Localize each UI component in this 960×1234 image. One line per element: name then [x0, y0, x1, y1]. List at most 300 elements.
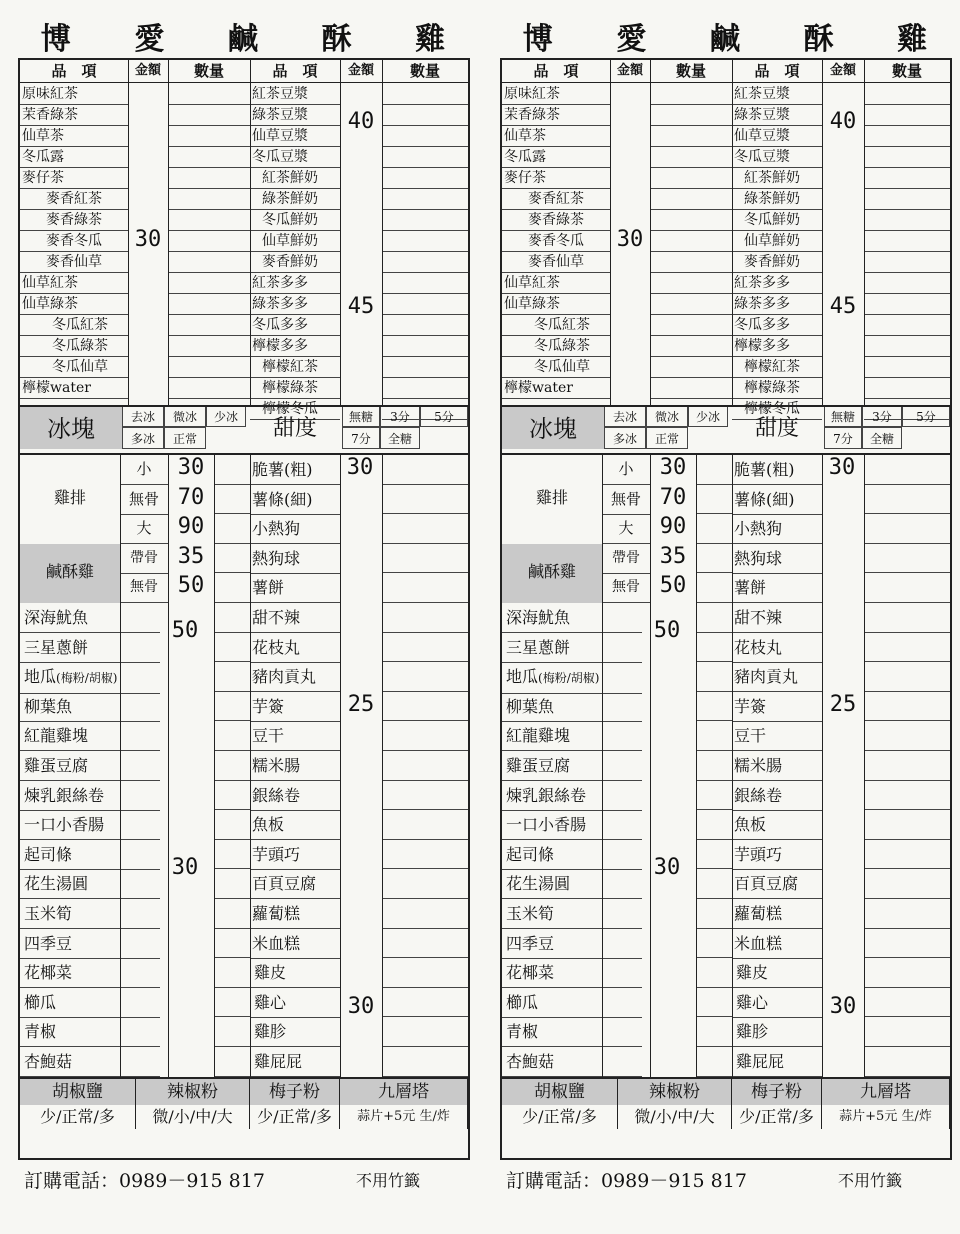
fried-qty-cell[interactable] — [696, 455, 732, 485]
fried-qty-cell[interactable] — [382, 662, 468, 692]
column-divider — [732, 455, 733, 1077]
drink-qty-cell[interactable] — [650, 231, 732, 252]
drink-item: 冬瓜仙草 — [20, 357, 128, 378]
drink-qty-cell[interactable] — [382, 357, 468, 378]
fried-qty-cell[interactable] — [214, 573, 250, 603]
fried-qty-cell[interactable] — [696, 662, 732, 692]
column-divider — [650, 60, 651, 405]
drink-price: 40 — [347, 109, 375, 134]
drink-qty-cell[interactable] — [650, 126, 732, 147]
fried-qty-cell[interactable] — [214, 781, 250, 811]
fried-item: 甜不辣 — [250, 603, 340, 633]
fried-qty-cell[interactable] — [864, 721, 950, 751]
sugar-option[interactable]: 3分 — [380, 405, 420, 427]
fried-item: 青椒 — [502, 1017, 642, 1047]
title-char: 雞 — [897, 22, 930, 57]
ice-option[interactable]: 微冰 — [646, 405, 688, 427]
fried-item: 魚板 — [732, 810, 822, 840]
sugar-option[interactable]: 全糖 — [380, 427, 420, 449]
drink-qty-cell[interactable] — [382, 147, 468, 168]
fried-qty-cell[interactable] — [864, 662, 950, 692]
fried-qty-cell[interactable] — [696, 633, 732, 663]
seasoning-label: 胡椒鹽 — [20, 1079, 136, 1105]
drink-qty-cell[interactable] — [650, 84, 732, 105]
drink-qty-cell[interactable] — [382, 126, 468, 147]
drink-item: 麥香紅茶 — [20, 189, 128, 210]
fried-qty-cell[interactable] — [214, 840, 250, 870]
drink-item: 紅茶多多 — [250, 273, 340, 294]
fried-item: 蘿蔔糕 — [732, 899, 822, 929]
salty-size: 無骨 — [602, 573, 650, 603]
column-divider — [250, 60, 251, 405]
drink-item: 紅茶鮮奶 — [732, 168, 822, 189]
fried-item: 紅龍雞塊 — [502, 721, 642, 751]
seasoning-options[interactable]: 微/小/中/大 — [618, 1105, 732, 1129]
drink-qty-cell[interactable] — [650, 210, 732, 231]
chicken-size: 無骨 — [120, 485, 168, 515]
fries-price: 30 — [346, 455, 374, 480]
fried-item: 煉乳銀絲卷 — [502, 781, 642, 811]
drink-item: 紅茶多多 — [732, 273, 822, 294]
fried-item: 米血糕 — [250, 929, 340, 959]
header-price-2: 金額 — [340, 60, 382, 83]
fried-item: 深海魷魚 — [502, 603, 642, 633]
drink-qty-cell[interactable] — [650, 357, 732, 378]
sugar-option[interactable]: 3分 — [862, 405, 902, 427]
fried-qty-cell[interactable] — [696, 810, 732, 840]
drink-item: 檸檬多多 — [250, 336, 340, 357]
fried-qty-cell[interactable] — [382, 840, 468, 870]
ice-option[interactable]: 去冰 — [604, 405, 646, 427]
fried-item: 起司條 — [502, 840, 642, 870]
fried-qty-cell[interactable] — [696, 958, 732, 988]
drink-qty-cell[interactable] — [168, 105, 250, 126]
drink-qty-cell[interactable] — [650, 147, 732, 168]
fried-item: 花生湯圓 — [20, 869, 160, 899]
ice-option[interactable]: 正常 — [646, 427, 688, 449]
drink-item: 冬瓜豆漿 — [732, 147, 822, 168]
drink-qty-cell[interactable] — [168, 84, 250, 105]
order-sheet-right — [492, 0, 960, 1234]
drink-qty-cell[interactable] — [864, 315, 950, 336]
fried-item: 糯米腸 — [250, 751, 340, 781]
header-qty: 數量 — [168, 60, 250, 83]
fried-item: 薯餅 — [250, 573, 340, 603]
fried-qty-cell[interactable] — [214, 869, 250, 899]
fried-qty-cell[interactable] — [382, 958, 468, 988]
seasoning-options[interactable]: 少/正常/多 — [732, 1105, 822, 1129]
drink-item: 冬瓜鮮奶 — [732, 210, 822, 231]
order-phone: 訂購電話：0989－915 817 — [506, 1170, 747, 1192]
fried-item: 雞屁屁 — [732, 1047, 822, 1077]
seasoning-label: 辣椒粉 — [136, 1079, 250, 1105]
fried-qty-cell[interactable] — [864, 603, 950, 633]
drink-qty-cell[interactable] — [168, 231, 250, 252]
drink-qty-cell[interactable] — [650, 273, 732, 294]
fried-qty-cell[interactable] — [214, 958, 250, 988]
fried-qty-cell[interactable] — [864, 751, 950, 781]
fried-qty-cell[interactable] — [696, 840, 732, 870]
fried-qty-cell[interactable] — [864, 869, 950, 899]
fried-qty-cell[interactable] — [214, 988, 250, 1018]
drink-qty-cell[interactable] — [650, 294, 732, 315]
seasoning-label: 梅子粉 — [732, 1079, 822, 1105]
seasoning-options[interactable]: 微/小/中/大 — [136, 1105, 250, 1129]
drink-qty-cell[interactable] — [864, 357, 950, 378]
fried-qty-cell[interactable] — [214, 455, 250, 485]
fried-qty-cell[interactable] — [214, 929, 250, 959]
fried-qty-cell[interactable] — [696, 485, 732, 515]
ice-option[interactable]: 多冰 — [122, 427, 164, 449]
drink-item: 原味紅茶 — [20, 84, 128, 105]
drink-item: 麥仔茶 — [502, 168, 610, 189]
no-bamboo-note: 不用竹籤 — [356, 1171, 421, 1190]
column-divider — [340, 60, 341, 405]
fried-item: 甜不辣 — [732, 603, 822, 633]
fried-qty-cell[interactable] — [214, 810, 250, 840]
shop-title — [10, 14, 478, 58]
fried-item: 紅龍雞塊 — [20, 721, 160, 751]
fried-qty-cell[interactable] — [864, 810, 950, 840]
fried-qty-cell[interactable] — [696, 544, 732, 574]
drink-qty-cell[interactable] — [864, 105, 950, 126]
fried-item: 脆薯(粗) — [250, 455, 340, 485]
fried-qty-cell[interactable] — [864, 573, 950, 603]
drink-qty-cell[interactable] — [864, 231, 950, 252]
chicken-size: 大 — [602, 514, 650, 544]
chicken-price: 70 — [177, 484, 205, 510]
fried-qty-cell[interactable] — [214, 1017, 250, 1047]
chicken-size: 小 — [120, 455, 168, 485]
ice-option[interactable]: 去冰 — [122, 405, 164, 427]
drink-price: 30 — [134, 227, 162, 252]
fried-qty-cell[interactable] — [382, 869, 468, 899]
drink-item: 冬瓜露 — [20, 147, 128, 168]
sugar-option[interactable]: 無糖 — [824, 405, 862, 427]
fried-item: 煉乳銀絲卷 — [20, 781, 160, 811]
fried-qty-cell[interactable] — [696, 573, 732, 603]
squid-price: 50 — [653, 617, 681, 643]
fried-qty-cell[interactable] — [214, 544, 250, 574]
drink-qty-cell[interactable] — [382, 252, 468, 273]
drink-qty-cell[interactable] — [382, 315, 468, 336]
fried-qty-cell[interactable] — [696, 899, 732, 929]
drink-qty-cell[interactable] — [382, 294, 468, 315]
fried-qty-cell[interactable] — [382, 692, 468, 722]
drink-qty-cell[interactable] — [168, 168, 250, 189]
order-sheet-left — [10, 0, 478, 1234]
column-divider — [864, 455, 865, 1077]
fried-qty-cell[interactable] — [696, 1017, 732, 1047]
fried-qty-cell[interactable] — [864, 514, 950, 544]
fried-qty-cell[interactable] — [382, 544, 468, 574]
salty-label: 鹹酥雞 — [527, 561, 576, 581]
fried-item: 花椰菜 — [502, 958, 642, 988]
drink-item: 麥仔茶 — [20, 168, 128, 189]
fried-qty-cell[interactable] — [864, 544, 950, 574]
drink-qty-cell[interactable] — [168, 315, 250, 336]
fried-item: 銀絲卷 — [732, 781, 822, 811]
fried-item: 薯條(細) — [250, 485, 340, 515]
seasoning-options[interactable]: 少/正常/多 — [250, 1105, 340, 1129]
seasoning-options[interactable]: 少/正常/多 — [502, 1105, 618, 1129]
column-divider — [214, 455, 215, 1077]
shop-title — [492, 14, 960, 58]
ice-option[interactable]: 正常 — [164, 427, 206, 449]
drink-qty-cell[interactable] — [864, 84, 950, 105]
drink-qty-cell[interactable] — [168, 336, 250, 357]
fried-qty-cell[interactable] — [382, 751, 468, 781]
drink-qty-cell[interactable] — [864, 210, 950, 231]
column-divider — [696, 455, 697, 1077]
drink-item: 仙草豆漿 — [250, 126, 340, 147]
drink-qty-cell[interactable] — [168, 189, 250, 210]
fried-qty-cell[interactable] — [864, 1047, 950, 1077]
fried-qty-cell[interactable] — [864, 692, 950, 722]
drink-qty-cell[interactable] — [382, 105, 468, 126]
fried-item: 雞心 — [250, 988, 340, 1018]
fried-qty-cell[interactable] — [382, 633, 468, 663]
fried-item: 地瓜(梅粉/胡椒) — [20, 662, 160, 694]
drink-item: 冬瓜紅茶 — [20, 315, 128, 336]
drink-qty-cell[interactable] — [382, 231, 468, 252]
fried-qty-cell[interactable] — [382, 929, 468, 959]
fried-item: 雞皮 — [250, 958, 340, 988]
drink-qty-cell[interactable] — [382, 189, 468, 210]
fried-qty-cell[interactable] — [696, 781, 732, 811]
drink-qty-cell[interactable] — [168, 126, 250, 147]
fried-qty-cell[interactable] — [864, 840, 950, 870]
fried-qty-cell[interactable] — [214, 751, 250, 781]
drink-price: 45 — [829, 294, 857, 319]
fried-qty-cell[interactable] — [382, 573, 468, 603]
fried-item: 玉米筍 — [502, 899, 642, 929]
title-char: 愛 — [616, 22, 649, 57]
section-divider — [502, 405, 950, 407]
drink-qty-cell[interactable] — [382, 378, 468, 399]
drink-item: 檸檬冬瓜 — [250, 399, 340, 420]
drink-qty-cell[interactable] — [864, 294, 950, 315]
fried-qty-cell[interactable] — [696, 514, 732, 544]
fried-qty-cell[interactable] — [382, 988, 468, 1018]
fried-item: 蘿蔔糕 — [250, 899, 340, 929]
drink-qty-cell[interactable] — [864, 378, 950, 399]
drink-item: 紅茶鮮奶 — [250, 168, 340, 189]
fried-qty-cell[interactable] — [214, 485, 250, 515]
seasoning-label: 胡椒鹽 — [502, 1079, 618, 1105]
drink-item: 綠茶多多 — [250, 294, 340, 315]
sugar-option[interactable]: 全糖 — [862, 427, 902, 449]
fried-item: 百頁豆腐 — [732, 869, 822, 899]
fried-item: 三星蔥餅 — [20, 633, 160, 663]
fried-item: 四季豆 — [20, 929, 160, 959]
chicken-size: 大 — [120, 514, 168, 544]
fried-qty-cell[interactable] — [382, 603, 468, 633]
order-phone: 訂購電話：0989－915 817 — [24, 1170, 265, 1192]
sugar-option[interactable]: 無糖 — [342, 405, 380, 427]
fried-item: 米血糕 — [732, 929, 822, 959]
fried-qty-cell[interactable] — [696, 751, 732, 781]
drink-qty-cell[interactable] — [168, 147, 250, 168]
drink-qty-cell[interactable] — [382, 168, 468, 189]
title-char: 鹹 — [709, 22, 742, 57]
title-char: 鹹 — [227, 22, 260, 57]
column-divider — [382, 60, 383, 405]
seasoning-options[interactable]: 少/正常/多 — [20, 1105, 136, 1129]
fried-qty-cell[interactable] — [696, 1047, 732, 1077]
drink-qty-cell[interactable] — [864, 126, 950, 147]
sugar-option[interactable]: 7分 — [342, 427, 380, 449]
drink-qty-cell[interactable] — [168, 210, 250, 231]
fried-item: 銀絲卷 — [250, 781, 340, 811]
sugar-option[interactable]: 7分 — [824, 427, 862, 449]
drink-qty-cell[interactable] — [864, 273, 950, 294]
column-divider — [340, 455, 341, 1077]
fried-qty-cell[interactable] — [382, 781, 468, 811]
drink-qty-cell[interactable] — [650, 315, 732, 336]
fried-item: 雞心 — [732, 988, 822, 1018]
drink-qty-cell[interactable] — [382, 273, 468, 294]
fried-item: 芋頭巧 — [250, 840, 340, 870]
drink-item: 檸檬冬瓜 — [732, 399, 822, 420]
drink-qty-cell[interactable] — [650, 252, 732, 273]
fried-qty-cell[interactable] — [382, 721, 468, 751]
fried-qty-cell[interactable] — [696, 869, 732, 899]
fried-qty-cell[interactable] — [696, 692, 732, 722]
seasoning-label: 九層塔 — [340, 1079, 468, 1105]
fried-qty-cell[interactable] — [696, 988, 732, 1018]
fried-item: 玉米筍 — [20, 899, 160, 929]
title-char: 博 — [40, 22, 73, 57]
header-item: 品 項 — [502, 60, 610, 83]
drink-qty-cell[interactable] — [382, 336, 468, 357]
column-divider — [822, 455, 823, 1077]
drink-item: 綠茶豆漿 — [250, 105, 340, 126]
sugar-option[interactable]: 5分 — [902, 405, 950, 427]
drink-item: 檸檬water — [20, 378, 128, 399]
fried-qty-cell[interactable] — [696, 929, 732, 959]
drink-qty-cell[interactable] — [382, 84, 468, 105]
header-price: 金額 — [610, 60, 650, 83]
drink-item: 冬瓜露 — [502, 147, 610, 168]
column-divider — [610, 60, 611, 405]
seasoning-options[interactable]: 蒜片+5元 生/炸 — [822, 1105, 950, 1129]
fried-qty-cell[interactable] — [214, 721, 250, 751]
drink-item: 仙草茶 — [502, 126, 610, 147]
fried-qty-cell[interactable] — [382, 1017, 468, 1047]
fried-qty-cell[interactable] — [382, 1047, 468, 1077]
fried-item: 雞蛋豆腐 — [502, 751, 642, 781]
fried-qty-cell[interactable] — [382, 514, 468, 544]
fried-qty-cell[interactable] — [382, 810, 468, 840]
fried-qty-cell[interactable] — [864, 781, 950, 811]
fried-qty-cell[interactable] — [696, 721, 732, 751]
fried-item: 豆干 — [250, 721, 340, 751]
fried-qty-cell[interactable] — [864, 455, 950, 485]
drink-qty-cell[interactable] — [864, 147, 950, 168]
drink-qty-cell[interactable] — [650, 336, 732, 357]
fried-qty-cell[interactable] — [214, 692, 250, 722]
chicken-parts-price: 30 — [347, 993, 375, 1019]
fried-qty-cell[interactable] — [696, 603, 732, 633]
fried-item: 雞蛋豆腐 — [20, 751, 160, 781]
drink-qty-cell[interactable] — [168, 273, 250, 294]
fried-qty-cell[interactable] — [214, 662, 250, 692]
fried-qty-cell[interactable] — [214, 1047, 250, 1077]
ice-option[interactable]: 少冰 — [206, 405, 246, 427]
drink-qty-cell[interactable] — [168, 294, 250, 315]
drink-item: 茉香綠茶 — [502, 105, 610, 126]
column-divider — [168, 455, 169, 1077]
fried-qty-cell[interactable] — [864, 929, 950, 959]
fried-item: 糯米腸 — [732, 751, 822, 781]
drink-qty-cell[interactable] — [650, 378, 732, 399]
fried-qty-cell[interactable] — [864, 988, 950, 1018]
fried-qty-cell[interactable] — [214, 899, 250, 929]
column-divider — [822, 60, 823, 405]
drink-qty-cell[interactable] — [650, 105, 732, 126]
ice-option[interactable]: 多冰 — [604, 427, 646, 449]
drink-qty-cell[interactable] — [382, 210, 468, 231]
drink-qty-cell[interactable] — [864, 189, 950, 210]
drink-item: 仙草豆漿 — [732, 126, 822, 147]
salty-label: 鹹酥雞 — [45, 561, 94, 581]
ice-label: 冰塊 — [502, 405, 604, 449]
fried-qty-cell[interactable] — [382, 485, 468, 515]
salty-price: 35 — [659, 543, 687, 569]
fried-qty-cell[interactable] — [382, 455, 468, 485]
seasoning-options[interactable]: 蒜片+5元 生/炸 — [340, 1105, 468, 1129]
seasoning-label: 梅子粉 — [250, 1079, 340, 1105]
fried-item: 一口小香腸 — [20, 810, 160, 840]
drink-qty-cell[interactable] — [168, 357, 250, 378]
fried-item: 魚板 — [250, 810, 340, 840]
drink-qty-cell[interactable] — [168, 252, 250, 273]
fried-qty-cell[interactable] — [214, 603, 250, 633]
drink-qty-cell[interactable] — [650, 189, 732, 210]
sugar-option[interactable]: 5分 — [420, 405, 468, 427]
fried-item: 薯餅 — [732, 573, 822, 603]
header-price: 金額 — [128, 60, 168, 83]
ice-option[interactable]: 少冰 — [688, 405, 728, 427]
drink-qty-cell[interactable] — [168, 378, 250, 399]
drink-qty-cell[interactable] — [864, 252, 950, 273]
fried-item: 芋頭巧 — [732, 840, 822, 870]
fried-qty-cell[interactable] — [382, 899, 468, 929]
fried-qty-cell[interactable] — [214, 633, 250, 663]
fried-item: 小熱狗 — [732, 514, 822, 544]
fried-qty-cell[interactable] — [864, 633, 950, 663]
drink-item: 麥香鮮奶 — [250, 252, 340, 273]
fried-qty-cell[interactable] — [214, 514, 250, 544]
fried-qty-cell[interactable] — [864, 899, 950, 929]
ice-option[interactable]: 微冰 — [164, 405, 206, 427]
drink-qty-cell[interactable] — [864, 336, 950, 357]
fried-item: 三星蔥餅 — [502, 633, 642, 663]
fried-item: 青椒 — [20, 1017, 160, 1047]
fried-qty-cell[interactable] — [864, 958, 950, 988]
fried-item: 四季豆 — [502, 929, 642, 959]
chicken-price: 30 — [659, 455, 687, 480]
header-qty: 數量 — [650, 60, 732, 83]
fried-qty-cell[interactable] — [864, 1017, 950, 1047]
drink-item: 仙草綠茶 — [20, 294, 128, 315]
drink-qty-cell[interactable] — [864, 168, 950, 189]
drink-qty-cell[interactable] — [650, 168, 732, 189]
drink-item: 紅茶豆漿 — [732, 84, 822, 105]
fried-qty-cell[interactable] — [864, 485, 950, 515]
order-table — [500, 58, 952, 1160]
